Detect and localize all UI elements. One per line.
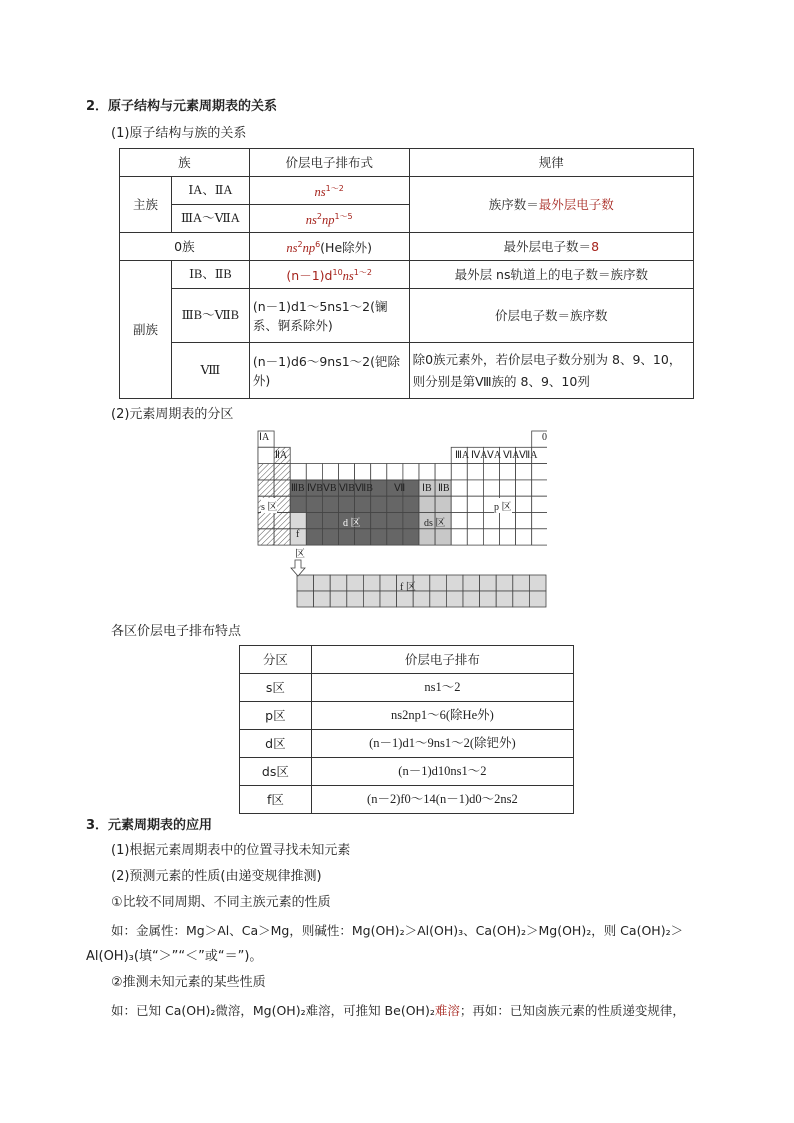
f-block-cell xyxy=(397,591,414,607)
header-config: 价层电子排布式 xyxy=(249,149,409,177)
pt-cell xyxy=(467,480,483,496)
pt-cell xyxy=(451,513,467,529)
zone-header-zone: 分区 xyxy=(240,646,312,674)
pt-cell xyxy=(290,496,306,512)
pt-cell xyxy=(403,496,419,512)
f-block-cell xyxy=(529,591,546,607)
app-line-7: 如：已知 Ca(OH)₂微溶，Mg(OH)₂难溶，可推知 Be(OH)₂难溶；再如：已知卤族元素的性质递变规律， xyxy=(111,1003,685,1018)
f-block-cell xyxy=(463,591,480,607)
pt-cell xyxy=(467,529,483,545)
pt-cell xyxy=(403,480,419,496)
pt-cell xyxy=(435,496,451,512)
f-block-cell xyxy=(363,591,380,607)
f-block-cell xyxy=(380,575,397,591)
f-block-cell xyxy=(297,575,314,591)
pt-cell xyxy=(532,480,547,496)
pt-cell xyxy=(290,464,306,480)
f-block-cell xyxy=(430,591,447,607)
f-block-cell xyxy=(446,575,463,591)
pt-cell xyxy=(483,480,499,496)
f-block-cell xyxy=(480,591,497,607)
zone-row-s: s区 xyxy=(240,674,312,702)
pt-cell xyxy=(419,464,435,480)
row-iiib-viib: ⅢB～ⅦB xyxy=(171,289,249,343)
pt-cell xyxy=(387,496,403,512)
zone-row-p: p区 xyxy=(240,702,312,730)
config-zero: $ns^2np^6(He$除外) xyxy=(249,233,409,261)
zero-group-rule: 最外层电子数＝8 xyxy=(409,233,693,261)
label-iiia: ⅢA xyxy=(455,450,470,461)
pt-cell xyxy=(258,464,274,480)
header-group: 族 xyxy=(120,149,250,177)
config-iiib-viib: (n－1)d1～5ns1～2(镧系、锕系除外) xyxy=(249,289,409,343)
pt-cell xyxy=(451,496,467,512)
label-iva: ⅣA xyxy=(471,450,488,461)
app-line-3: ①比较不同周期、不同主族元素的性质 xyxy=(111,895,331,910)
f-block-cell xyxy=(314,591,331,607)
zero-group-label: 0族 xyxy=(120,233,250,261)
zone-config-d: (n－1)d1～9ns1～2(除钯外) xyxy=(311,730,573,758)
section-2-title: 2．原子结构与元素周期表的关系 xyxy=(86,99,278,114)
pt-cell xyxy=(355,529,371,545)
periodic-table-zones xyxy=(257,430,547,610)
f-block-cell xyxy=(496,591,513,607)
pt-cell xyxy=(322,496,338,512)
f-block-cell xyxy=(347,591,364,607)
label-ia: ⅠA xyxy=(259,432,270,443)
app-line-2: (2)预测元素的性质(由递变规律推测) xyxy=(111,869,322,884)
pt-cell xyxy=(451,529,467,545)
f-block-cell xyxy=(347,575,364,591)
zone-row-f: f区 xyxy=(240,786,312,814)
f-block-cell xyxy=(314,575,331,591)
label-va: ⅤA xyxy=(487,450,502,461)
main-group-label: 主族 xyxy=(120,177,172,233)
pt-cell xyxy=(258,529,274,545)
pt-cell xyxy=(387,529,403,545)
pt-cell xyxy=(532,529,547,545)
pt-cell xyxy=(451,480,467,496)
pt-cell xyxy=(483,529,499,545)
label-iiib: ⅢB xyxy=(291,483,305,494)
zone-config-p: ns2np1～6(除He外) xyxy=(311,702,573,730)
app-line-6: ②推测未知元素的某些性质 xyxy=(111,975,266,990)
pt-cell xyxy=(467,496,483,512)
label-via: ⅥA xyxy=(503,450,520,461)
pt-cell xyxy=(532,464,547,480)
pt-cell xyxy=(274,513,290,529)
label-ds-zone: ds 区 xyxy=(424,518,446,529)
pt-cell xyxy=(258,480,274,496)
pt-cell xyxy=(403,513,419,529)
pt-cell xyxy=(339,464,355,480)
pt-cell xyxy=(274,529,290,545)
pt-cell xyxy=(371,529,387,545)
zone-row-d: d区 xyxy=(240,730,312,758)
pt-cell xyxy=(467,513,483,529)
pt-cell xyxy=(532,513,547,529)
sub-group-label: 副族 xyxy=(120,261,172,399)
f-block-cell xyxy=(297,591,314,607)
pt-cell xyxy=(371,513,387,529)
zone-caption: 各区价层电子排布特点 xyxy=(111,624,242,639)
pt-cell xyxy=(516,513,532,529)
f-block-cell xyxy=(413,591,430,607)
label-f-zone-top: f xyxy=(296,529,300,540)
pt-cell xyxy=(532,496,547,512)
zone-config-table xyxy=(239,645,574,814)
f-block-cell xyxy=(363,575,380,591)
pt-cell xyxy=(306,529,322,545)
f-block-cell xyxy=(330,591,347,607)
rule-viii: 除0族元素外，若价层电子数分别为 8、9、10，则分别是第Ⅷ族的 8、9、10列 xyxy=(409,343,693,399)
label-vib: ⅥB xyxy=(339,483,355,494)
pt-cell xyxy=(274,464,290,480)
pt-cell xyxy=(483,513,499,529)
pt-cell xyxy=(371,496,387,512)
subsection-1-title: (1)原子结构与族的关系 xyxy=(111,126,247,141)
rule-iiib-viib: 价层电子数＝族序数 xyxy=(409,289,693,343)
row-iiia-viia: ⅢA～ⅦA xyxy=(171,205,249,233)
main-group-rule: 族序数＝最外层电子数 xyxy=(409,177,693,233)
row-ib-iib: ⅠB、ⅡB xyxy=(171,261,249,289)
pt-cell xyxy=(403,529,419,545)
pt-cell xyxy=(435,464,451,480)
label-d-zone: d 区 xyxy=(343,518,361,529)
f-block-cell xyxy=(430,575,447,591)
pt-cell xyxy=(355,496,371,512)
pt-cell xyxy=(467,464,483,480)
label-viib: ⅦB xyxy=(355,483,373,494)
pt-cell xyxy=(500,513,516,529)
section-3-title: 3．元素周期表的应用 xyxy=(86,818,213,833)
config-ib-iib: $(n-1)d^{10}ns^{1\sim 2}$ xyxy=(249,261,409,289)
pt-cell xyxy=(322,464,338,480)
pt-cell xyxy=(339,529,355,545)
pt-cell xyxy=(483,464,499,480)
zone-config-s: ns1～2 xyxy=(311,674,573,702)
f-block-cell xyxy=(463,575,480,591)
label-zero: 0 xyxy=(542,432,547,443)
pt-cell xyxy=(516,529,532,545)
row-ia-iia: ⅠA、ⅡA xyxy=(171,177,249,205)
label-ivb: ⅣB xyxy=(307,483,323,494)
label-p-zone: p 区 xyxy=(494,498,512,513)
zone-config-ds: (n－1)d10ns1～2 xyxy=(311,758,573,786)
label-ib: ⅠB xyxy=(422,483,432,494)
pt-cell xyxy=(419,529,435,545)
pt-cell xyxy=(387,464,403,480)
config-iiia-viia: $ns^2np^{1\sim 5}$ xyxy=(249,205,409,233)
group-structure-table xyxy=(119,148,694,399)
config-ia-iia: $ns^{1\sim 2}$ xyxy=(249,177,409,205)
pt-cell xyxy=(306,496,322,512)
pt-cell xyxy=(322,529,338,545)
pt-cell xyxy=(419,496,435,512)
pt-cell xyxy=(516,480,532,496)
f-block-cell xyxy=(330,575,347,591)
pt-cell xyxy=(274,480,290,496)
zone-header-config: 价层电子排布 xyxy=(311,646,573,674)
pt-cell xyxy=(500,529,516,545)
label-f-zone: f 区 xyxy=(400,582,416,593)
pt-cell xyxy=(290,513,306,529)
pt-cell xyxy=(435,529,451,545)
pt-cell xyxy=(339,496,355,512)
subsection-2-title: (2)元素周期表的分区 xyxy=(111,407,234,422)
pt-cell xyxy=(371,464,387,480)
pt-cell xyxy=(355,464,371,480)
f-block-cell xyxy=(496,575,513,591)
f-block-arrow-icon xyxy=(291,560,305,576)
label-vb: ⅤB xyxy=(323,483,337,494)
f-block-cell xyxy=(380,591,397,607)
zone-config-f: (n－2)f0～14(n－1)d0～2ns2 xyxy=(311,786,573,814)
pt-cell xyxy=(306,513,322,529)
f-block-cell xyxy=(513,591,530,607)
f-block-cell xyxy=(529,575,546,591)
pt-cell xyxy=(371,480,387,496)
label-viia: ⅦA xyxy=(519,450,538,461)
pt-cell xyxy=(403,464,419,480)
label-f-zone-bottom: 区 xyxy=(295,549,305,560)
rule-ib-iib: 最外层 ns轨道上的电子数＝族序数 xyxy=(409,261,693,289)
pt-cell xyxy=(516,496,532,512)
label-s-zone: s 区 xyxy=(261,498,277,513)
pt-cell xyxy=(322,513,338,529)
pt-cell xyxy=(387,513,403,529)
app-line-5: Al(OH)₃(填“＞”“＜”或“＝”)。 xyxy=(86,949,263,964)
pt-cell xyxy=(516,464,532,480)
f-block-cell xyxy=(480,575,497,591)
pt-cell xyxy=(500,480,516,496)
label-viii: Ⅶ xyxy=(394,483,406,494)
f-block-cell xyxy=(513,575,530,591)
pt-cell xyxy=(258,447,274,463)
pt-cell xyxy=(451,464,467,480)
app-line-4: 如：金属性：Mg＞Al、Ca＞Mg，则碱性：Mg(OH)₂＞Al(OH)₃、Ca(OH)₂＞Mg(OH)₂，则 Ca(OH)₂＞ xyxy=(111,923,684,938)
f-block-cell xyxy=(446,591,463,607)
label-iia: ⅡA xyxy=(275,450,288,461)
row-viii: Ⅷ xyxy=(171,343,249,399)
config-viii: (n－1)d6～9ns1～2(钯除外) xyxy=(249,343,409,399)
label-iib: ⅡB xyxy=(438,483,450,494)
app-line-1: (1)根据元素周期表中的位置寻找未知元素 xyxy=(111,843,351,858)
pt-cell xyxy=(258,513,274,529)
pt-cell xyxy=(306,464,322,480)
pt-cell xyxy=(500,464,516,480)
zone-row-ds: ds区 xyxy=(240,758,312,786)
header-rule: 规律 xyxy=(409,149,693,177)
